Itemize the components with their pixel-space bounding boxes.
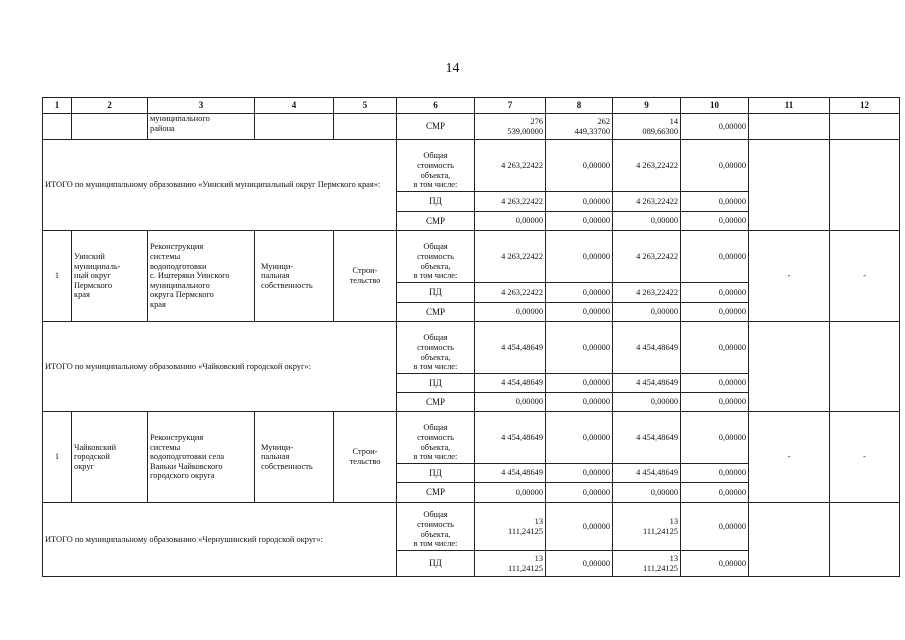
cell-value: 0,00000 bbox=[613, 393, 681, 412]
cell-value: 4 263,22422 bbox=[613, 231, 681, 283]
cell-value: 262 449,33700 bbox=[546, 114, 613, 140]
cell-value: 0,00000 bbox=[475, 483, 546, 503]
cell-ownership: Муници- пальная собственность bbox=[255, 412, 334, 503]
cell-dash: - bbox=[830, 412, 900, 503]
cell-value: 0,00000 bbox=[681, 283, 749, 303]
cell-empty bbox=[749, 140, 830, 231]
cell-cost-type: СМР bbox=[397, 303, 475, 322]
cell-cost-type: Общая стоимость объекта, в том числе: bbox=[397, 412, 475, 464]
cell-value: 4 263,22422 bbox=[475, 231, 546, 283]
cell-value: 0,00000 bbox=[546, 412, 613, 464]
cell-value: 4 454,48649 bbox=[475, 412, 546, 464]
cell-value: 4 454,48649 bbox=[475, 464, 546, 483]
cell-empty bbox=[830, 140, 900, 231]
cell-value: 0,00000 bbox=[546, 483, 613, 503]
cell-empty bbox=[255, 114, 334, 140]
cell-value: 0,00000 bbox=[613, 483, 681, 503]
header-cell: 7 bbox=[475, 98, 546, 114]
header-cell: 2 bbox=[72, 98, 148, 114]
cell-value: 4 454,48649 bbox=[475, 374, 546, 393]
cell-cost-type: ПД bbox=[397, 551, 475, 577]
cell-empty bbox=[749, 322, 830, 412]
header-cell: 9 bbox=[613, 98, 681, 114]
cell-value: 0,00000 bbox=[681, 483, 749, 503]
cell-value: 14 089,66300 bbox=[613, 114, 681, 140]
header-cell: 1 bbox=[43, 98, 72, 114]
cell-value: 4 454,48649 bbox=[475, 322, 546, 374]
cell-value: 4 454,48649 bbox=[613, 412, 681, 464]
cell-value: 0,00000 bbox=[546, 464, 613, 483]
cell-cost-type: Общая стоимость объекта, в том числе: bbox=[397, 503, 475, 551]
cell-value: 4 263,22422 bbox=[475, 283, 546, 303]
header-cell: 10 bbox=[681, 98, 749, 114]
cell-cost-type: СМР bbox=[397, 483, 475, 503]
cell-value: 13 111,24125 bbox=[613, 503, 681, 551]
cell-value: 0,00000 bbox=[681, 551, 749, 577]
cell-empty bbox=[830, 114, 900, 140]
header-row bbox=[43, 98, 900, 114]
cell-ownership: Муници- пальная собственность bbox=[255, 231, 334, 322]
cell-cost-type: СМР bbox=[397, 212, 475, 231]
cell-value: 4 454,48649 bbox=[613, 464, 681, 483]
cell-row-number: 1 bbox=[43, 231, 72, 322]
cell-value: 0,00000 bbox=[613, 212, 681, 231]
cell-cost-type: Общая стоимость объекта, в том числе: bbox=[397, 140, 475, 192]
table-row bbox=[43, 231, 900, 283]
cell-object: муниципального района bbox=[148, 114, 255, 140]
cell-dash: - bbox=[830, 231, 900, 322]
cell-value: 13 111,24125 bbox=[475, 551, 546, 577]
cell-value: 4 454,48649 bbox=[613, 322, 681, 374]
cell-value: 0,00000 bbox=[613, 303, 681, 322]
header-cell: 4 bbox=[255, 98, 334, 114]
cell-empty bbox=[749, 114, 830, 140]
itogo-label: ИТОГО по муниципальному образованию «Чайковский городской округ»: bbox=[43, 322, 397, 412]
cell-value: 0,00000 bbox=[681, 212, 749, 231]
header-cell: 6 bbox=[397, 98, 475, 114]
cell-value: 4 263,22422 bbox=[475, 192, 546, 212]
table-row bbox=[43, 503, 900, 551]
cell-value: 0,00000 bbox=[546, 192, 613, 212]
cell-value: 0,00000 bbox=[681, 114, 749, 140]
cell-value: 0,00000 bbox=[681, 374, 749, 393]
cell-value: 0,00000 bbox=[546, 140, 613, 192]
cell-value: 0,00000 bbox=[681, 503, 749, 551]
cell-cost-type: ПД bbox=[397, 283, 475, 303]
cell-value: 0,00000 bbox=[681, 412, 749, 464]
cell-empty bbox=[43, 114, 72, 140]
table-row bbox=[43, 412, 900, 464]
cell-value: 0,00000 bbox=[475, 303, 546, 322]
cell-value: 0,00000 bbox=[546, 322, 613, 374]
table-row bbox=[43, 114, 900, 140]
cell-value: 0,00000 bbox=[546, 393, 613, 412]
cell-value: 0,00000 bbox=[546, 283, 613, 303]
cell-value: 0,00000 bbox=[475, 212, 546, 231]
cell-value: 4 263,22422 bbox=[613, 192, 681, 212]
cell-empty bbox=[830, 503, 900, 577]
cell-empty bbox=[334, 114, 397, 140]
cell-work-type: Строи- тельство bbox=[334, 231, 397, 322]
cell-empty bbox=[830, 322, 900, 412]
table-row bbox=[43, 140, 900, 192]
cell-dash: - bbox=[749, 412, 830, 503]
cell-value: 0,00000 bbox=[546, 551, 613, 577]
cell-value: 0,00000 bbox=[546, 503, 613, 551]
cell-value: 276 539,00000 bbox=[475, 114, 546, 140]
cell-value: 0,00000 bbox=[681, 192, 749, 212]
header-cell: 12 bbox=[830, 98, 900, 114]
cell-value: 0,00000 bbox=[475, 393, 546, 412]
cell-municipality: Уинский муниципаль- ный округ Пермского края bbox=[72, 231, 148, 322]
cell-cost-type: СМР bbox=[397, 114, 475, 140]
cell-value: 0,00000 bbox=[546, 303, 613, 322]
cell-value: 0,00000 bbox=[681, 231, 749, 283]
cell-value: 0,00000 bbox=[546, 212, 613, 231]
cell-value: 4 263,22422 bbox=[613, 283, 681, 303]
cell-value: 0,00000 bbox=[681, 140, 749, 192]
cell-value: 4 263,22422 bbox=[613, 140, 681, 192]
cell-value: 13 111,24125 bbox=[613, 551, 681, 577]
cell-cost-type: ПД bbox=[397, 192, 475, 212]
cell-value: 4 454,48649 bbox=[613, 374, 681, 393]
header-cell: 3 bbox=[148, 98, 255, 114]
cell-object: Реконструкция системы водоподготовки с. Иштеряки Уинского муниципального округа Пермского края bbox=[148, 231, 255, 322]
cell-cost-type: ПД bbox=[397, 374, 475, 393]
cell-value: 0,00000 bbox=[681, 464, 749, 483]
cell-value: 0,00000 bbox=[681, 322, 749, 374]
header-cell: 8 bbox=[546, 98, 613, 114]
cell-dash: - bbox=[749, 231, 830, 322]
page-number: 14 bbox=[445, 61, 460, 76]
cell-value: 0,00000 bbox=[546, 231, 613, 283]
cell-cost-type: Общая стоимость объекта, в том числе: bbox=[397, 322, 475, 374]
cell-cost-type: СМР bbox=[397, 393, 475, 412]
cell-cost-type: Общая стоимость объекта, в том числе: bbox=[397, 231, 475, 283]
cell-value: 4 263,22422 bbox=[475, 140, 546, 192]
itogo-label: ИТОГО по муниципальному образованию «Уинский муниципальный округ Пермского края»: bbox=[43, 140, 397, 231]
cell-value: 0,00000 bbox=[546, 374, 613, 393]
cell-work-type: Строи- тельство bbox=[334, 412, 397, 503]
cell-cost-type: ПД bbox=[397, 464, 475, 483]
table-row bbox=[43, 322, 900, 374]
cell-value: 0,00000 bbox=[681, 303, 749, 322]
itogo-label: ИТОГО по муниципальному образованию «Чернушинский городской округ»: bbox=[43, 503, 397, 577]
header-cell: 11 bbox=[749, 98, 830, 114]
cell-empty bbox=[72, 114, 148, 140]
header-cell: 5 bbox=[334, 98, 397, 114]
cell-object: Реконструкция системы водоподготовки села Ваньки Чайковского городского округа bbox=[148, 412, 255, 503]
investment-table bbox=[42, 97, 900, 577]
cell-row-number: 1 bbox=[43, 412, 72, 503]
cell-municipality: Чайковский городской округ bbox=[72, 412, 148, 503]
cell-empty bbox=[749, 503, 830, 577]
cell-value: 0,00000 bbox=[681, 393, 749, 412]
cell-value: 13 111,24125 bbox=[475, 503, 546, 551]
